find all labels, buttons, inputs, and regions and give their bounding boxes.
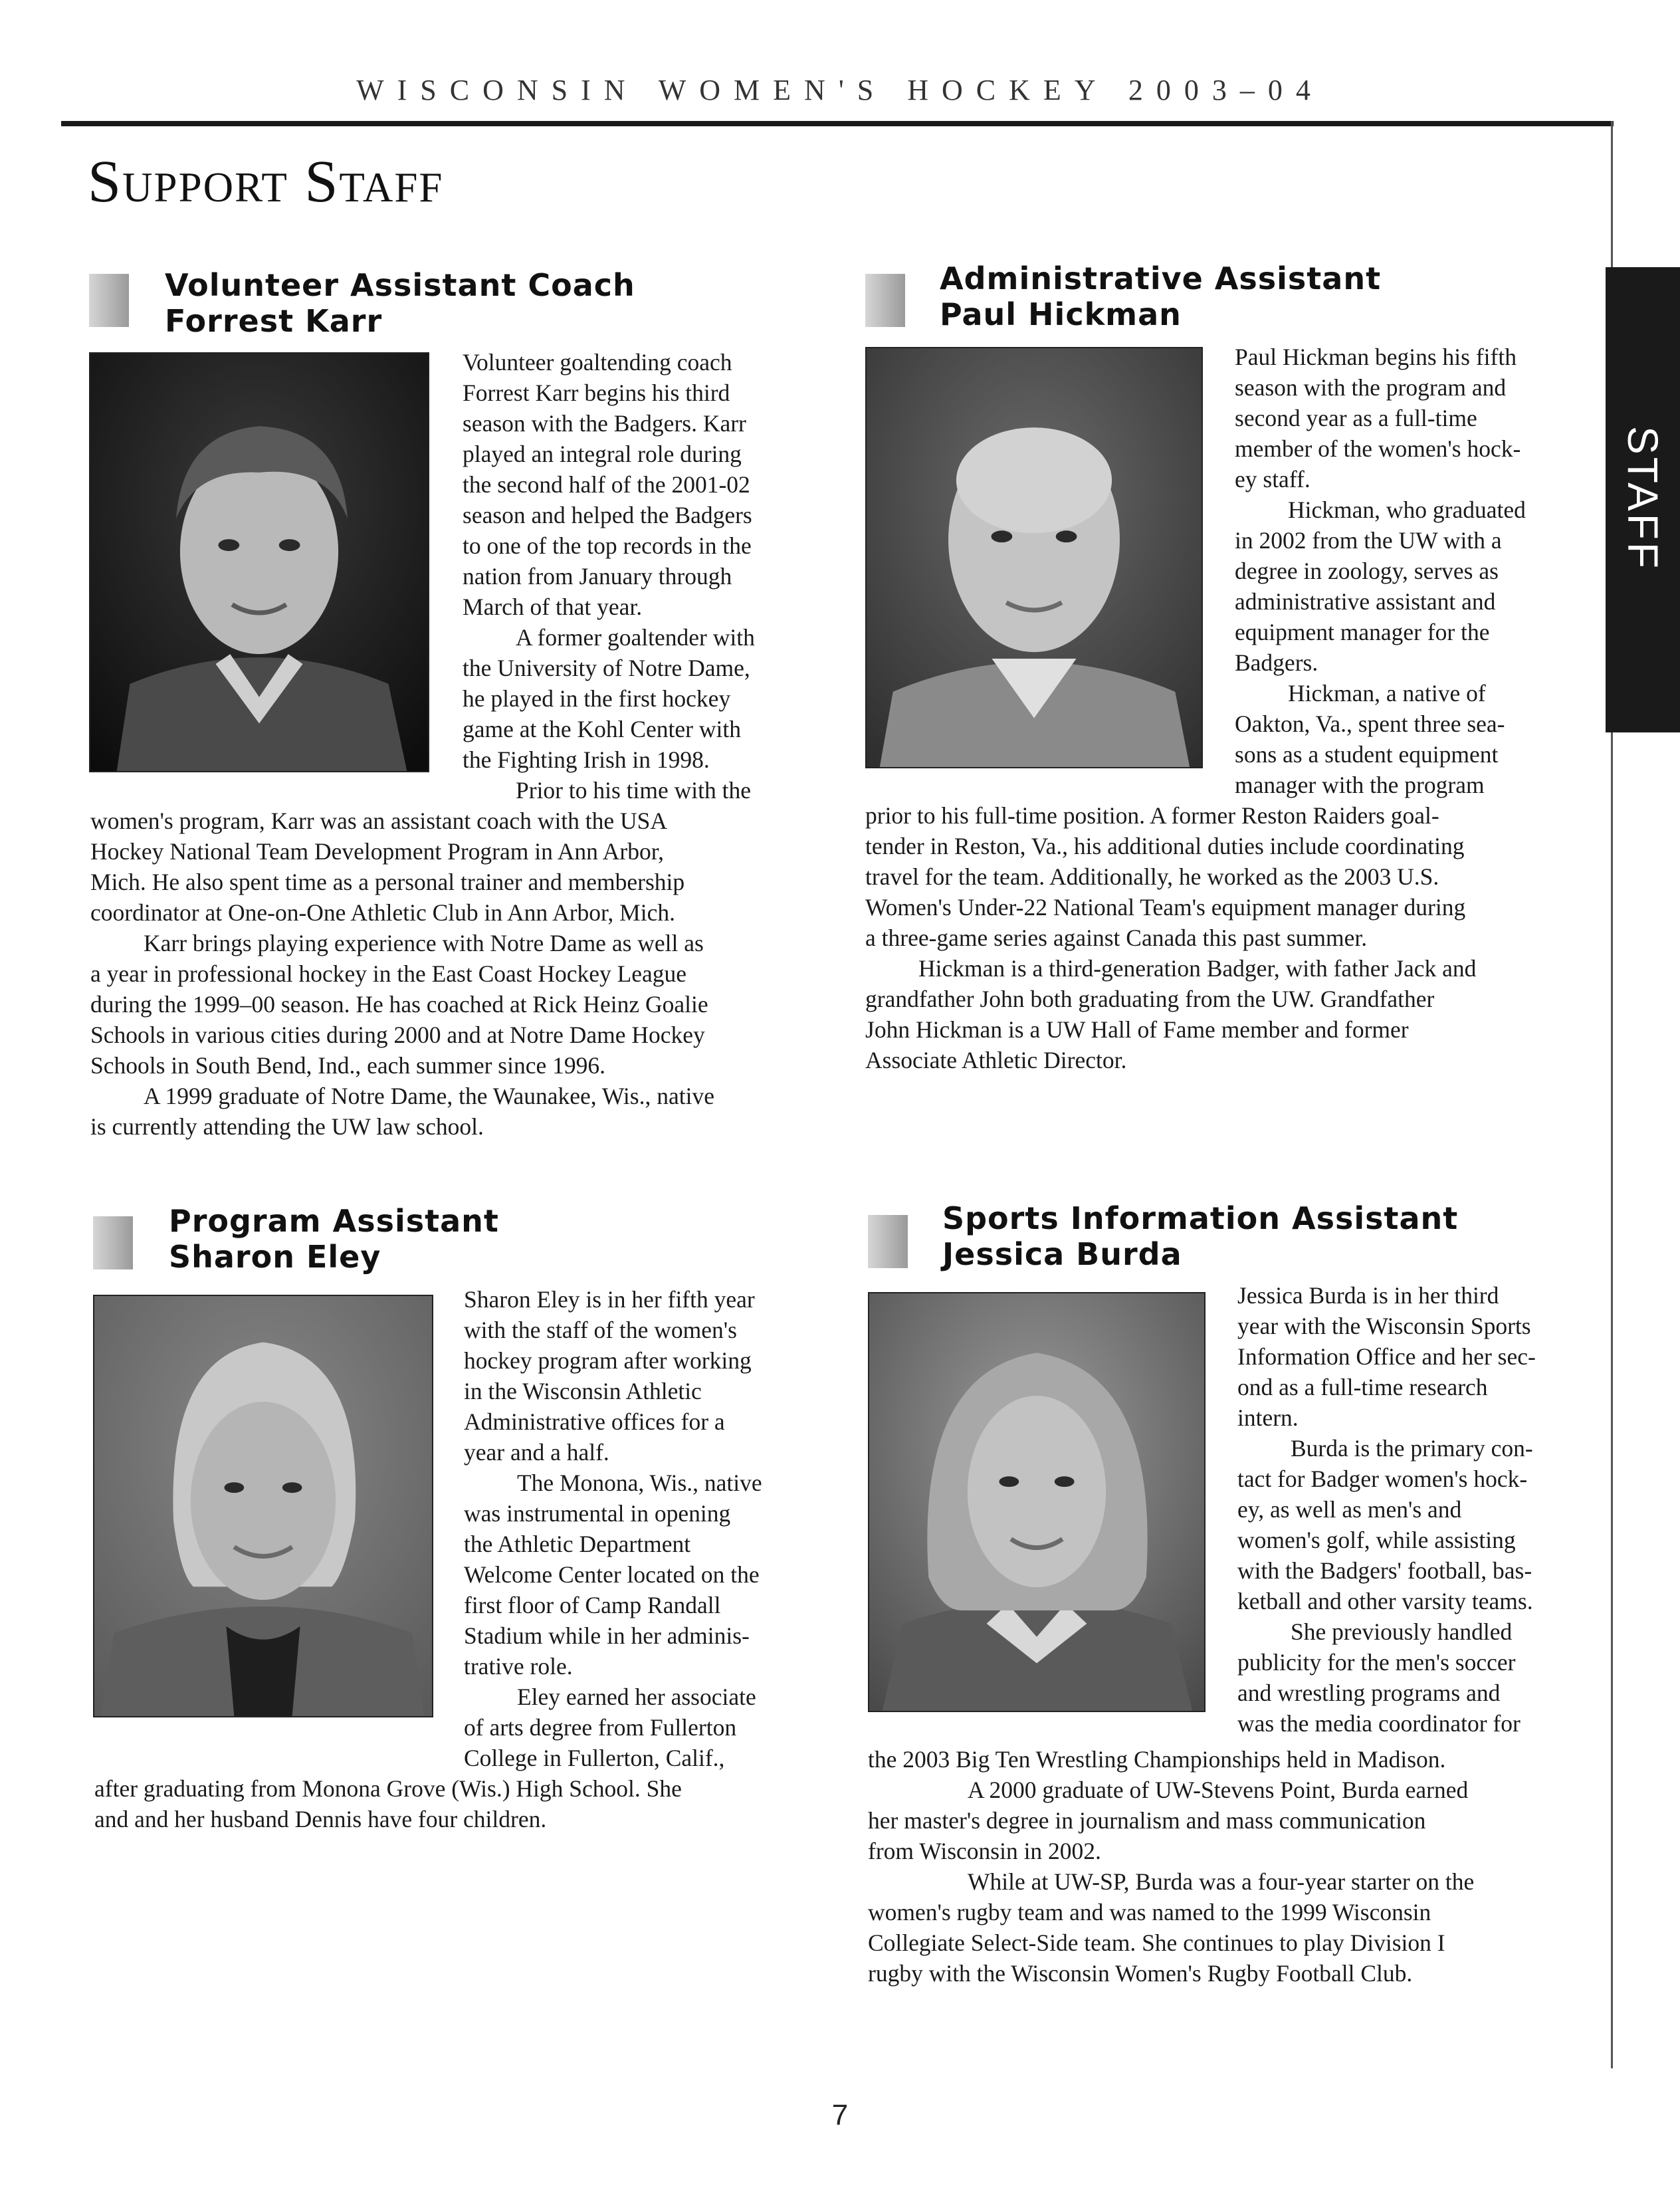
text-line: Hickman, a native of bbox=[1288, 680, 1486, 707]
text-line: a year in professional hockey in the East Coast Hockey League bbox=[90, 960, 687, 987]
section-marker bbox=[93, 1216, 133, 1269]
text-line: the 2003 Big Ten Wrestling Championships held in Madison. bbox=[868, 1746, 1446, 1773]
text-line: degree in zoology, serves as bbox=[1235, 558, 1499, 584]
section-marker bbox=[865, 274, 905, 327]
section-heading bbox=[169, 1203, 499, 1275]
text-line: the Athletic Department bbox=[464, 1531, 691, 1557]
section-heading-title: Administrative Assistant bbox=[940, 261, 1382, 296]
text-line: hockey program after working bbox=[464, 1347, 752, 1374]
text-line: tact for Badger women's hock- bbox=[1237, 1466, 1528, 1492]
text-line: coordinator at One-on-One Athletic Club in Ann Arbor, Mich. bbox=[90, 899, 675, 926]
side-tab bbox=[1606, 267, 1680, 732]
text-line: A 1999 graduate of Notre Dame, the Waunakee, Wis., native bbox=[144, 1083, 714, 1109]
section-heading-title: Sports Information Assistant bbox=[942, 1200, 1459, 1236]
portrait-photo bbox=[89, 352, 429, 772]
text-line: Oakton, Va., spent three sea- bbox=[1235, 711, 1505, 737]
page-title: Support Staff bbox=[88, 149, 444, 215]
text-line: intern. bbox=[1237, 1404, 1299, 1431]
text-line: publicity for the men's soccer bbox=[1237, 1649, 1516, 1676]
section-heading-name: Sharon Eley bbox=[169, 1239, 381, 1275]
text-line: Schools in various cities during 2000 and at Notre Dame Hockey bbox=[90, 1022, 705, 1048]
text-line: travel for the team. Additionally, he worked as the 2003 U.S. bbox=[865, 863, 1439, 890]
text-line: She previously handled bbox=[1291, 1618, 1513, 1645]
text-line: equipment manager for the bbox=[1235, 619, 1490, 645]
text-line: was the media coordinator for bbox=[1237, 1710, 1521, 1737]
text-line: rugby with the Wisconsin Women's Rugby Football Club. bbox=[868, 1960, 1413, 1987]
text-line: women's rugby team and was named to the 1999 Wisconsin bbox=[868, 1899, 1431, 1925]
section-heading-title: Volunteer Assistant Coach bbox=[165, 267, 635, 303]
text-line: Volunteer goaltending coach bbox=[463, 349, 732, 376]
text-line: the second half of the 2001-02 bbox=[463, 471, 750, 498]
section-body-full bbox=[90, 806, 835, 1142]
text-line: Stadium while in her adminis- bbox=[464, 1622, 750, 1649]
text-line: Associate Athletic Director. bbox=[865, 1047, 1127, 1073]
text-line: Jessica Burda is in her third bbox=[1237, 1282, 1499, 1309]
section-marker bbox=[868, 1215, 908, 1268]
section-heading-name: Jessica Burda bbox=[942, 1236, 1182, 1272]
text-line: first floor of Camp Randall bbox=[464, 1592, 721, 1618]
text-line: of arts degree from Fullerton bbox=[464, 1714, 737, 1741]
text-line: women's golf, while assisting bbox=[1237, 1527, 1516, 1553]
text-line: Information Office and her sec- bbox=[1237, 1343, 1536, 1370]
text-line: and wrestling programs and bbox=[1237, 1680, 1501, 1706]
text-line: Collegiate Select-Side team. She continues to play Division I bbox=[868, 1929, 1445, 1956]
text-line: the Fighting Irish in 1998. bbox=[463, 746, 710, 773]
text-line: second year as a full-time bbox=[1235, 405, 1477, 431]
text-line: season with the program and bbox=[1235, 374, 1507, 401]
text-line: in the Wisconsin Athletic bbox=[464, 1378, 702, 1404]
text-line: grandfather John both graduating from the UW. Grandfather bbox=[865, 986, 1435, 1012]
text-line: Badgers. bbox=[1235, 649, 1318, 676]
text-line: Karr brings playing experience with Notre Dame as well as bbox=[144, 930, 704, 956]
portrait-photo bbox=[868, 1292, 1206, 1712]
text-line: Eley earned her associate bbox=[517, 1684, 756, 1710]
text-line: during the 1999–00 season. He has coached at Rick Heinz Goalie bbox=[90, 991, 708, 1018]
section-body-full bbox=[868, 1744, 1603, 1989]
section-heading bbox=[165, 267, 635, 339]
page-number: 7 bbox=[831, 2099, 849, 2132]
text-line: Prior to his time with the bbox=[516, 777, 751, 804]
text-line: Schools in South Bend, Ind., each summer since 1996. bbox=[90, 1052, 605, 1079]
section-heading bbox=[942, 1200, 1458, 1272]
text-line: women's program, Karr was an assistant coach with the USA bbox=[90, 808, 668, 834]
text-line: March of that year. bbox=[463, 594, 643, 620]
section-body-full bbox=[865, 800, 1603, 1075]
text-line: trative role. bbox=[464, 1653, 573, 1680]
text-line: after graduating from Monona Grove (Wis.) High School. She bbox=[94, 1775, 682, 1802]
text-line: While at UW-SP, Burda was a four-year starter on the bbox=[968, 1868, 1475, 1895]
section-heading-name: Forrest Karr bbox=[165, 303, 383, 339]
text-line: College in Fullerton, Calif., bbox=[464, 1745, 725, 1771]
text-line: Forrest Karr begins his third bbox=[463, 380, 730, 406]
text-line: year and a half. bbox=[464, 1439, 609, 1466]
portrait-photo bbox=[93, 1295, 433, 1717]
text-line: her master's degree in journalism and mass communication bbox=[868, 1807, 1426, 1834]
section-marker bbox=[89, 274, 129, 327]
text-line: prior to his full-time position. A former Reston Raiders goal- bbox=[865, 802, 1439, 829]
section-body-full bbox=[94, 1773, 839, 1834]
text-line: ond as a full-time research bbox=[1237, 1374, 1488, 1400]
text-line: nation from January through bbox=[463, 563, 732, 590]
text-line: The Monona, Wis., native bbox=[517, 1470, 762, 1496]
text-line: A 2000 graduate of UW-Stevens Point, Burda earned bbox=[968, 1777, 1469, 1803]
text-line: with the staff of the women's bbox=[464, 1317, 737, 1343]
section-heading-name: Paul Hickman bbox=[940, 296, 1182, 332]
text-line: Hickman is a third-generation Badger, with father Jack and bbox=[918, 955, 1477, 982]
text-line: Welcome Center located on the bbox=[464, 1561, 760, 1588]
text-line: year with the Wisconsin Sports bbox=[1237, 1313, 1531, 1339]
text-line: member of the women's hock- bbox=[1235, 435, 1521, 462]
text-line: Paul Hickman begins his fifth bbox=[1235, 344, 1517, 370]
text-line: sons as a student equipment bbox=[1235, 741, 1499, 768]
text-line: Hickman, who graduated bbox=[1288, 496, 1526, 523]
text-line: administrative assistant and bbox=[1235, 588, 1496, 615]
text-line: with the Badgers' football, bas- bbox=[1237, 1557, 1532, 1584]
text-line: played an integral role during bbox=[463, 441, 742, 467]
text-line: Burda is the primary con- bbox=[1291, 1435, 1533, 1462]
section-body-short bbox=[464, 1284, 836, 1773]
section-heading bbox=[940, 261, 1381, 332]
side-tab-label: STAFF bbox=[1619, 426, 1667, 571]
text-line: he played in the first hockey bbox=[463, 685, 731, 712]
text-line: Sharon Eley is in her fifth year bbox=[464, 1286, 755, 1313]
text-line: ketball and other varsity teams. bbox=[1237, 1588, 1533, 1614]
text-line: ey, as well as men's and bbox=[1237, 1496, 1462, 1523]
text-line: A former goaltender with bbox=[516, 624, 755, 651]
text-line: from Wisconsin in 2002. bbox=[868, 1838, 1101, 1864]
text-line: is currently attending the UW law school. bbox=[90, 1113, 484, 1140]
text-line: manager with the program bbox=[1235, 772, 1485, 798]
text-line: season with the Badgers. Karr bbox=[463, 410, 746, 437]
text-line: was instrumental in opening bbox=[464, 1500, 731, 1527]
text-line: Women's Under-22 National Team's equipment manager during bbox=[865, 894, 1466, 921]
text-line: Mich. He also spent time as a personal trainer and membership bbox=[90, 869, 685, 895]
text-line: Hockey National Team Development Program in Ann Arbor, bbox=[90, 838, 665, 865]
section-heading-title: Program Assistant bbox=[169, 1203, 499, 1239]
text-line: a three-game series against Canada this past summer. bbox=[865, 925, 1368, 951]
text-line: Administrative offices for a bbox=[464, 1408, 725, 1435]
section-body-short bbox=[463, 347, 835, 806]
text-line: season and helped the Badgers bbox=[463, 502, 752, 528]
text-line: in 2002 from the UW with a bbox=[1235, 527, 1502, 554]
text-line: to one of the top records in the bbox=[463, 532, 752, 559]
section-body-short bbox=[1235, 342, 1594, 800]
top-rule bbox=[61, 121, 1614, 126]
text-line: John Hickman is a UW Hall of Fame member and former bbox=[865, 1016, 1409, 1043]
section-body-short bbox=[1237, 1280, 1596, 1739]
portrait-photo bbox=[865, 347, 1203, 768]
text-line: ey staff. bbox=[1235, 466, 1311, 493]
running-head: WISCONSIN WOMEN'S HOCKEY 2003–04 bbox=[356, 74, 1324, 106]
text-line: the University of Notre Dame, bbox=[463, 655, 750, 681]
text-line: tender in Reston, Va., his additional duties include coordinating bbox=[865, 833, 1465, 859]
text-line: game at the Kohl Center with bbox=[463, 716, 741, 742]
text-line: and and her husband Dennis have four children. bbox=[94, 1806, 547, 1832]
